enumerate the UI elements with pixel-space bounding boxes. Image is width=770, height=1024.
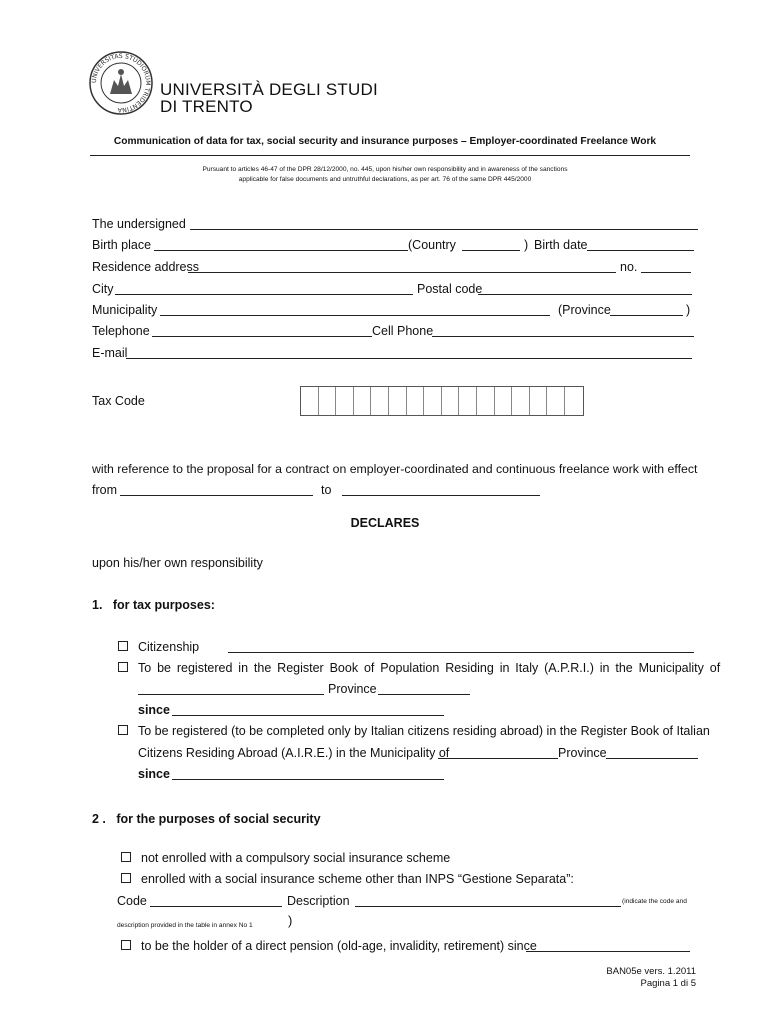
description-field[interactable]: [355, 906, 621, 907]
aire-province-label: Province: [558, 746, 607, 760]
cell-phone-field[interactable]: [432, 336, 694, 337]
citizenship-checkbox[interactable]: [118, 641, 128, 651]
enrolled-option: [121, 871, 574, 887]
aire-municipality-field[interactable]: [438, 758, 558, 759]
tax-code-cell[interactable]: [477, 387, 495, 415]
apri-since-label: since: [138, 703, 170, 717]
responsibility-text: upon his/her own responsibility: [92, 556, 263, 570]
code-label: Code: [117, 894, 147, 908]
city-label: City: [92, 282, 114, 296]
aire-province-field[interactable]: [606, 758, 698, 759]
tax-code-boxes[interactable]: [300, 386, 584, 416]
birth-place-field[interactable]: [154, 250, 408, 251]
reference-text: with reference to the proposal for a contract on employer-coordinated and continuous freelance work with effect: [92, 462, 698, 476]
enrolled-checkbox[interactable]: [121, 873, 131, 883]
document-title: Communication of data for tax, social security and insurance purposes – Employer-coordinated Freelance Work: [113, 136, 657, 147]
apri-label: To be registered in the Register Book of Population Residing in Italy (A.P.R.I.) in the Municipality of: [138, 661, 721, 675]
aire-since-label: since: [138, 767, 170, 781]
country-close: ): [524, 238, 529, 252]
version-label: BAN05e vers. 1.2011: [606, 966, 696, 977]
residence-label: Residence address: [92, 260, 200, 274]
telephone-label: Telephone: [92, 324, 150, 338]
apri-municipality-field[interactable]: [138, 694, 324, 695]
tax-code-cell[interactable]: [301, 387, 319, 415]
pension-option: [121, 938, 537, 954]
apri-option: [118, 660, 720, 676]
to-date-field[interactable]: [342, 495, 540, 496]
citizenship-label: Citizenship: [138, 640, 200, 654]
not-enrolled-label: not enrolled with a compulsory social insurance scheme: [141, 851, 451, 865]
page-number: Pagina 1 di 5: [640, 978, 696, 989]
tax-code-cell[interactable]: [424, 387, 442, 415]
birth-place-label: Birth place: [92, 238, 152, 252]
intro-line-2: applicable for false documents and untruthful declarations, as per art. 76 of the same DPR 445/2000: [238, 176, 532, 183]
tax-code-cell[interactable]: [371, 387, 389, 415]
not-enrolled-checkbox[interactable]: [121, 852, 131, 862]
apri-province-field[interactable]: [378, 694, 470, 695]
university-name-line2: DI TRENTO: [160, 97, 253, 116]
aire-label-line1: To be registered (to be completed only by Italian citizens residing abroad) in the Register Book of Italian: [138, 724, 710, 738]
email-field[interactable]: [126, 358, 692, 359]
tax-code-cell[interactable]: [389, 387, 407, 415]
tax-code-cell[interactable]: [442, 387, 460, 415]
aire-label-line2: Citizens Residing Abroad (A.I.R.E.) in the Municipality of: [138, 746, 450, 760]
no-label: no.: [620, 260, 638, 274]
svg-text:UNIVERSITAS STUDIORUM TRIDENTI: UNIVERSITAS STUDIORUM TRIDENTINA: [90, 52, 152, 114]
to-label: to: [321, 483, 332, 497]
pension-checkbox[interactable]: [121, 940, 131, 950]
pension-label: to be the holder of a direct pension (old-age, invalidity, retirement) since: [141, 939, 537, 953]
title-rule: [90, 155, 690, 156]
from-label: from: [92, 483, 117, 497]
declares-heading: DECLARES: [350, 516, 420, 530]
tax-code-label: Tax Code: [92, 394, 145, 408]
citizenship-field[interactable]: [228, 652, 694, 653]
section-1-title: 1. for tax purposes:: [92, 598, 215, 612]
birth-date-label: Birth date: [534, 238, 588, 252]
tax-code-cell[interactable]: [407, 387, 425, 415]
intro-line-1: Pursuant to articles 46-47 of the DPR 28/12/2000, no. 445, upon his/her own responsibility and in awareness of the sanctions: [202, 166, 568, 173]
enrolled-label: enrolled with a social insurance scheme other than INPS “Gestione Separata”:: [141, 872, 574, 886]
apri-since-field[interactable]: [172, 715, 444, 716]
municipality-field[interactable]: [160, 315, 550, 316]
number-field[interactable]: [641, 272, 691, 273]
aire-checkbox[interactable]: [118, 725, 128, 735]
residence-field[interactable]: [188, 272, 616, 273]
tax-code-cell[interactable]: [336, 387, 354, 415]
apri-checkbox[interactable]: [118, 662, 128, 672]
tax-code-cell[interactable]: [459, 387, 477, 415]
tax-code-cell[interactable]: [547, 387, 565, 415]
aire-since-field[interactable]: [172, 779, 444, 780]
undersigned-field[interactable]: [190, 229, 698, 230]
municipality-label: Municipality: [92, 303, 158, 317]
annex-note-close: ): [288, 913, 293, 928]
description-label: Description: [287, 894, 350, 908]
aire-option: [118, 723, 710, 739]
province-field[interactable]: [610, 315, 683, 316]
country-label: (Country: [408, 238, 456, 252]
postal-code-field[interactable]: [478, 294, 692, 295]
university-seal: [88, 50, 154, 116]
postal-code-label: Postal code: [417, 282, 483, 296]
email-label: E-mail: [92, 346, 128, 360]
pension-since-field[interactable]: [526, 951, 690, 952]
from-date-field[interactable]: [120, 495, 313, 496]
tax-code-cell[interactable]: [354, 387, 372, 415]
not-enrolled-option: [121, 850, 450, 866]
citizenship-option: [118, 639, 199, 655]
birth-date-field[interactable]: [587, 250, 694, 251]
cell-phone-label: Cell Phone: [372, 324, 434, 338]
country-field[interactable]: [462, 250, 520, 251]
annex-note: description provided in the table in annex No 1: [117, 922, 253, 929]
code-field[interactable]: [150, 906, 282, 907]
province-close: ): [686, 303, 691, 317]
university-name-line1: UNIVERSITÀ DEGLI STUDI: [160, 80, 378, 99]
tax-code-cell[interactable]: [565, 387, 583, 415]
indicate-note: (indicate the code and: [622, 898, 687, 905]
apri-province-label: Province: [328, 682, 377, 696]
city-field[interactable]: [115, 294, 413, 295]
tax-code-cell[interactable]: [495, 387, 513, 415]
telephone-field[interactable]: [152, 336, 372, 337]
undersigned-label: The undersigned: [92, 217, 186, 231]
tax-code-cell[interactable]: [512, 387, 530, 415]
tax-code-cell[interactable]: [319, 387, 337, 415]
province-label: (Province: [558, 303, 611, 317]
tax-code-cell[interactable]: [530, 387, 548, 415]
section-2-title: 2 . for the purposes of social security: [92, 812, 321, 826]
